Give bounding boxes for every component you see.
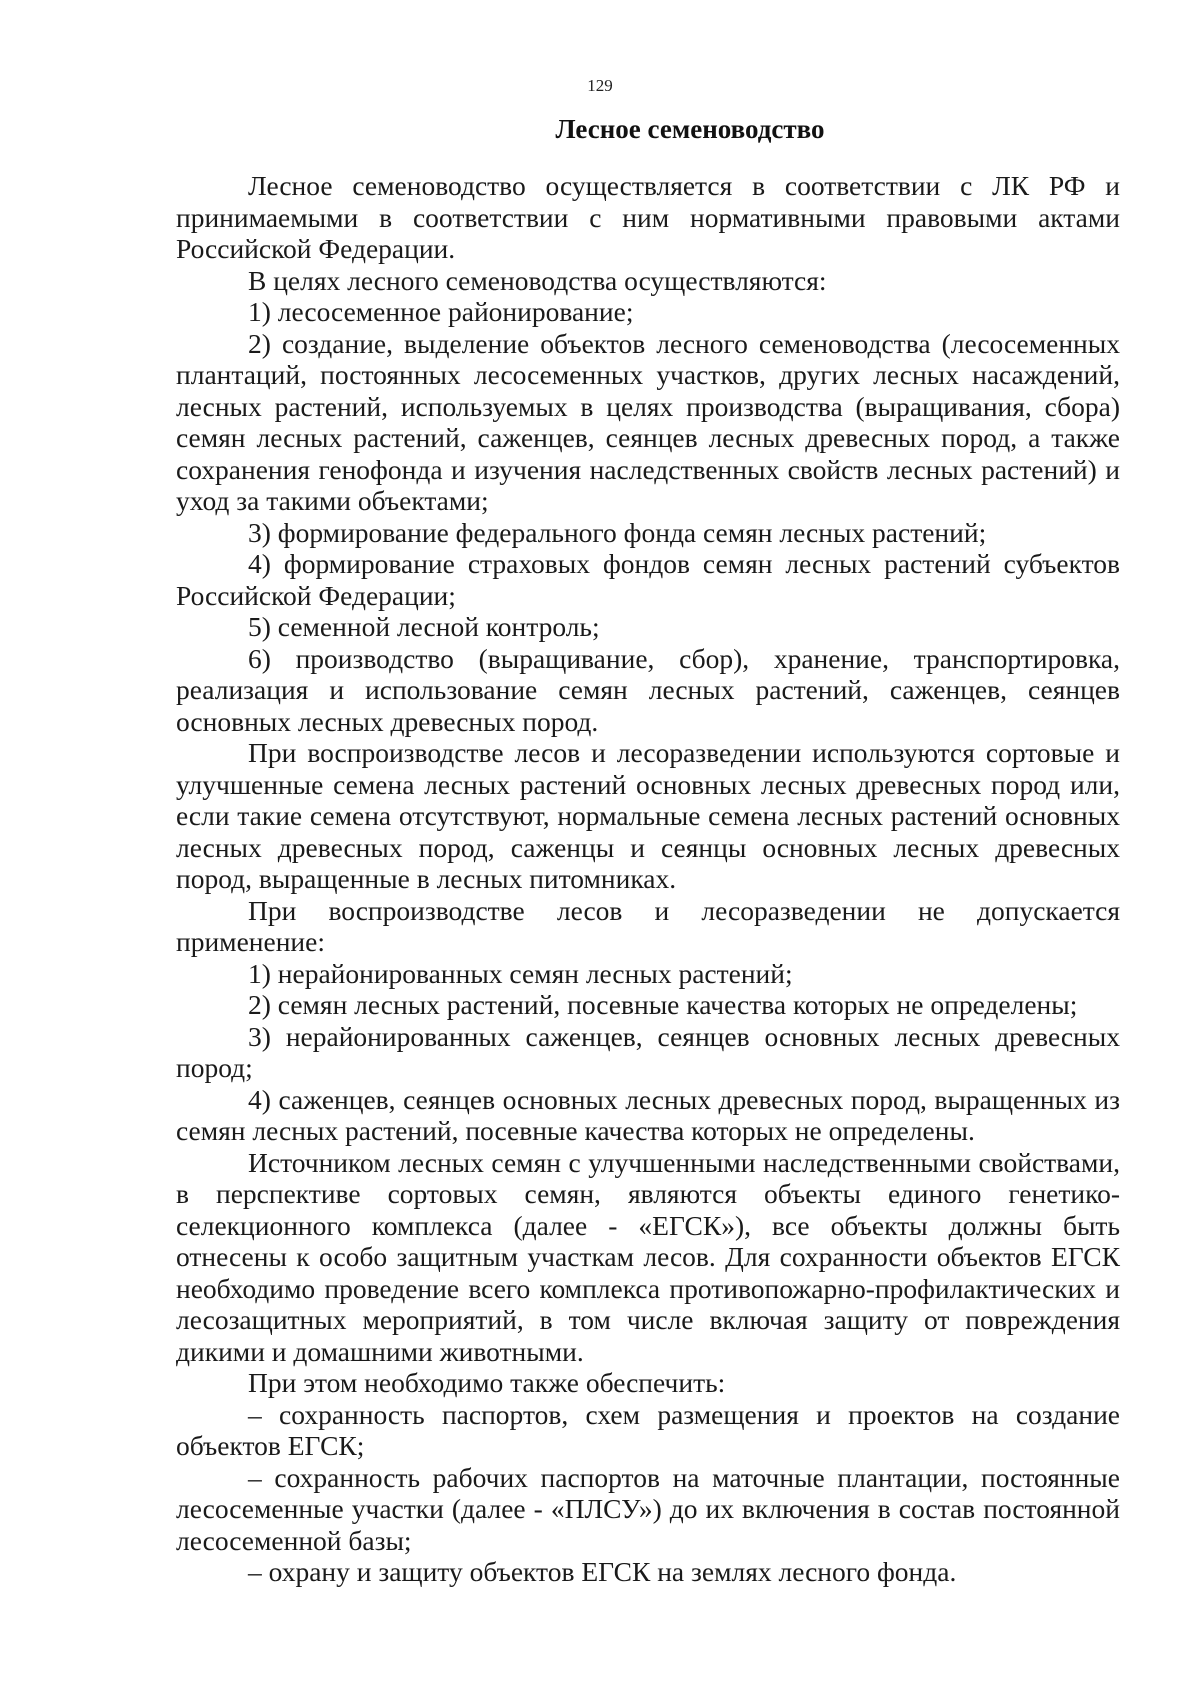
list-item: 4) формирование страховых фондов семян лесных растений субъектов Российской Федерации; xyxy=(176,548,1120,611)
paragraph: Источником лесных семян с улучшенными наследственными свойствами, в перспективе сортовых семян, являются объекты единого генетико-селекционного комплекса (далее - «ЕГСК»), все объекты должны быть отнесены к особо защитным участкам лесов. Для сохранности объектов ЕГСК необходимо проведение всего комплекса противопожарно-профилактических и лесозащитных мероприятий, в том числе включая защиту от повреждения дикими и домашними животными. xyxy=(176,1146,1120,1367)
list-item: 1) лесосеменное районирование; xyxy=(248,296,634,327)
document-title: Лесное семеноводство xyxy=(555,114,825,144)
paragraph: При воспроизводстве лесов и лесоразведении используются сортовые и улучшенные семена лесных растений основных лесных древесных пород или, если такие семена отсутствуют, нормальные семена лесных растений основных лесных древесных пород, саженцы и сеянцы основных лесных древесных пород, выращенные в лесных питомниках. xyxy=(176,737,1120,894)
list-item: 3) формирование федерального фонда семян лесных растений; xyxy=(248,516,987,548)
list-item: 3) нерайонированных саженцев, сеянцев основных лесных древесных пород; xyxy=(176,1020,1120,1083)
list-item: – охрану и защиту объектов ЕГСК на землях лесного фонда. xyxy=(248,1556,957,1587)
list-item: 1) нерайонированных семян лесных растений; xyxy=(248,957,793,989)
list-item: 5) семенной лесной контроль; xyxy=(248,611,600,642)
list-item: 2) семян лесных растений, посевные качества которых не определены; xyxy=(248,989,1078,1020)
paragraph: В целях лесного семеноводства осуществляются: xyxy=(248,264,827,296)
paragraph: При воспроизводстве лесов и лесоразведении не допускается применение: xyxy=(176,894,1120,957)
list-item: 2) создание, выделение объектов лесного семеноводства (лесосеменных плантаций, постоянных лесосеменных участков, других лесных насаждений, лесных растений, используемых в целях производства (выращивания, сбора) семян лесных растений, саженцев, сеянцев лесных древесных пород, а также сохранения генофонда и изучения наследственных свойств лесных растений) и уход за такими объектами; xyxy=(176,327,1120,516)
list-item: – сохранность рабочих паспортов на маточные плантации, постоянные лесосеменные участки (далее - «ПЛСУ») до их включения в состав постоянной лесосеменной базы; xyxy=(176,1461,1120,1556)
paragraph: Лесное семеноводство осуществляется в соответствии с ЛК РФ и принимаемыми в соответствии с ним нормативными правовыми актами Российской Федерации. xyxy=(176,170,1120,264)
document-body xyxy=(176,170,1120,1588)
paragraph: При этом необходимо также обеспечить: xyxy=(248,1367,726,1398)
list-item: 4) саженцев, сеянцев основных лесных древесных пород, выращенных из семян лесных растений, посевные качества которых не определены. xyxy=(176,1083,1120,1146)
list-item: – сохранность паспортов, схем размещения и проектов на создание объектов ЕГСК; xyxy=(176,1398,1120,1461)
list-item: 6) производство (выращивание, сбор), хранение, транспортировка, реализация и использование семян лесных растений, саженцев, сеянцев основных лесных древесных пород. xyxy=(176,642,1120,737)
page-number: 129 xyxy=(587,76,613,95)
